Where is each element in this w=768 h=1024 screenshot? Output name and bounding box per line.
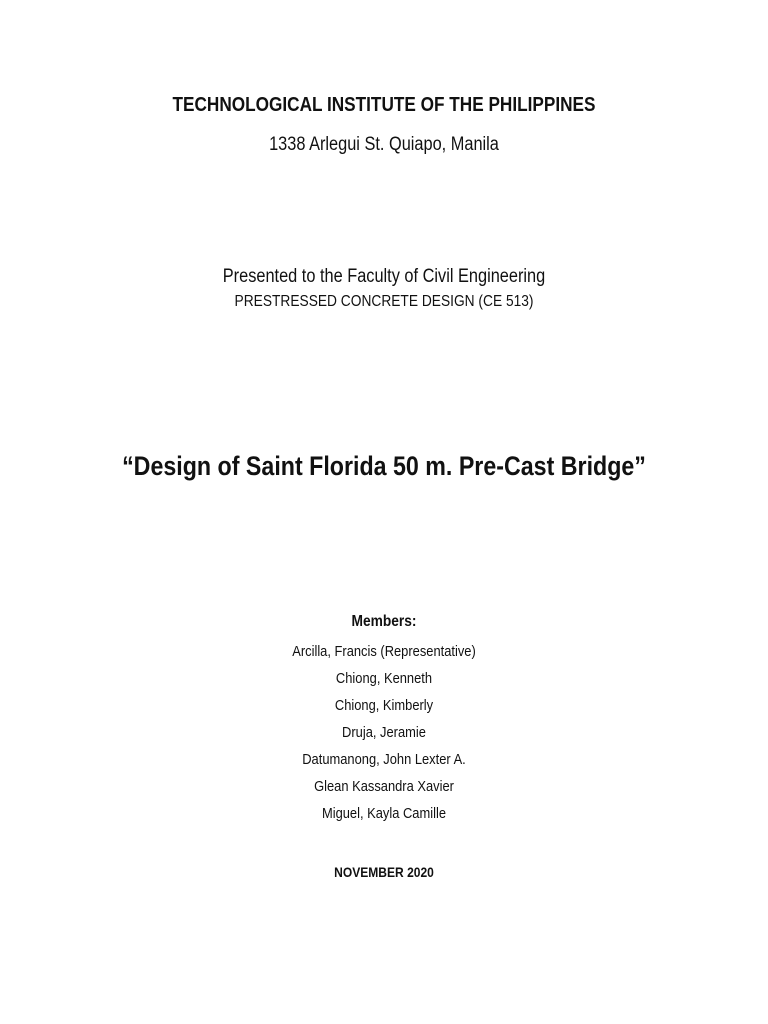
member-item: Datumanong, John Lexter A. bbox=[302, 751, 466, 768]
project-title: “Design of Saint Florida 50 m. Pre-Cast Bridge” bbox=[122, 451, 646, 481]
submission-date: NOVEMBER 2020 bbox=[334, 864, 434, 880]
member-item: Chiong, Kimberly bbox=[334, 697, 434, 714]
member-item: Arcilla, Francis (Representative) bbox=[292, 643, 476, 660]
member-item: Druja, Jeramie bbox=[342, 724, 426, 741]
course-name: PRESTRESSED CONCRETE DESIGN (CE 513) bbox=[234, 293, 534, 310]
member-item: Miguel, Kayla Camille bbox=[321, 805, 447, 822]
member-item: Glean Kassandra Xavier bbox=[314, 778, 454, 795]
institute-name: TECHNOLOGICAL INSTITUTE OF THE PHILIPPINES bbox=[172, 94, 596, 116]
member-item: Chiong, Kenneth bbox=[335, 670, 433, 687]
presented-to-line: Presented to the Faculty of Civil Engineering bbox=[222, 266, 546, 287]
members-heading: Members: bbox=[351, 613, 417, 630]
institute-address: 1338 Arlegui St. Quiapo, Manila bbox=[269, 134, 499, 155]
members-list bbox=[0, 643, 768, 832]
